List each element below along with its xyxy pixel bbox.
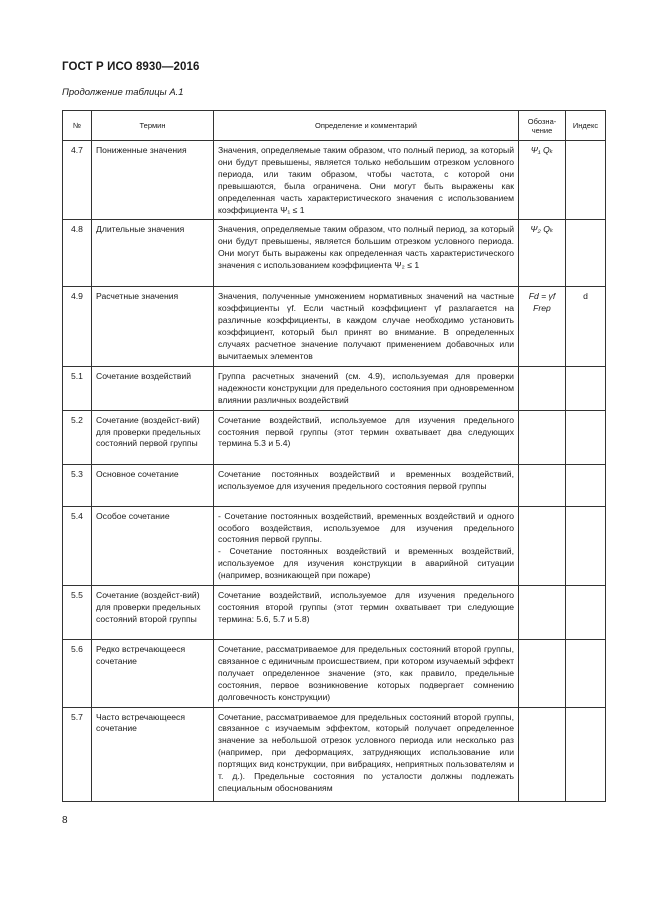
row-symbol: Ψ₂ Qₖ (519, 220, 566, 287)
row-symbol: Ψ₁ Qₖ (519, 141, 566, 220)
row-number: 5.1 (63, 366, 92, 410)
row-number: 5.5 (63, 586, 92, 640)
row-number: 5.7 (63, 707, 92, 801)
row-number: 5.6 (63, 640, 92, 708)
table-body (63, 141, 606, 802)
column-header-index: Индекс (566, 111, 606, 141)
row-term: Редко встречающееся сочетание (92, 640, 214, 708)
row-number: 5.2 (63, 410, 92, 464)
row-symbol (519, 366, 566, 410)
table-row (63, 410, 606, 464)
column-header-symbol: Обозна- чение (519, 111, 566, 141)
row-symbol (519, 506, 566, 585)
table-row (63, 464, 606, 506)
terms-table (62, 110, 606, 802)
row-definition: Группа расчетных значений (см. 4.9), используемая для проверки надежности конструкции для предельного состояния при одновременном влиянии различных воздействий (214, 366, 519, 410)
row-term: Длительные значения (92, 220, 214, 287)
table-row (63, 506, 606, 585)
row-term: Сочетание воздействий (92, 366, 214, 410)
table-row (63, 640, 606, 708)
row-index: d (566, 287, 606, 366)
row-term: Особое сочетание (92, 506, 214, 585)
row-definition: Сочетание воздействий, используемое для изучения предельного состояния второй группы (этот термин охватывает три следующие термина: 5.6, 5.7 и 5.8) (214, 586, 519, 640)
row-symbol (519, 707, 566, 801)
row-number: 5.4 (63, 506, 92, 585)
table-row (63, 707, 606, 801)
row-term: Сочетание (воздейст-вий) для проверки предельных состояний второй группы (92, 586, 214, 640)
table-header-row (63, 111, 606, 141)
row-definition: Сочетание постоянных воздействий и временных воздействий, используемое для изучения предельного состояния первой группы (214, 464, 519, 506)
row-index (566, 464, 606, 506)
row-symbol (519, 586, 566, 640)
row-definition: Значения, определяемые таким образом, что полный период, за который они будут превышены, является большим отрезком условного периода. Они могут быть выражены как определенная часть характеристического значения с использованием коэффициента Ψ₂ ≤ 1 (214, 220, 519, 287)
table-continuation-label: Продолжение таблицы А.1 (62, 87, 184, 98)
row-symbol (519, 464, 566, 506)
row-number: 4.9 (63, 287, 92, 366)
table-row (63, 287, 606, 366)
column-header-term: Термин (92, 111, 214, 141)
row-index (566, 640, 606, 708)
row-definition (214, 506, 519, 585)
row-definition: Сочетание, рассматриваемое для предельных состояний второй группы, связанное с изучаемым эффектом, который получает определенное значение за небольшой отрезок условного периода или несколько раз (например, при деформациях, затрудняющих использование или портящих вид конструкции, при вибрациях, неприятных пользователям и т. д.). Предельные состояния по усталости должны подлежать специальным обоснованиям (214, 707, 519, 801)
row-index (566, 366, 606, 410)
row-number: 4.8 (63, 220, 92, 287)
row-symbol (519, 410, 566, 464)
row-number: 4.7 (63, 141, 92, 220)
row-definition: Значения, полученные умножением нормативных значений на частные коэффициенты γf. Если частный коэффициент γf разлагается на различные коэффициенты, в каждом случае необходимо установить коэффициент, который был принят во внимание. В определенных случаях расчетное значение получают применением добавочных или вычитаемых элементов (214, 287, 519, 366)
table-row (63, 366, 606, 410)
row-symbol (519, 640, 566, 708)
row-term: Основное сочетание (92, 464, 214, 506)
row-term: Расчетные значения (92, 287, 214, 366)
page-number: 8 (62, 815, 68, 826)
column-header-definition: Определение и комментарий (214, 111, 519, 141)
row-index (566, 707, 606, 801)
row-symbol: Fd = γf Frep (519, 287, 566, 366)
row-term: Часто встречающееся сочетание (92, 707, 214, 801)
row-index (566, 410, 606, 464)
table-row (63, 141, 606, 220)
row-index (566, 506, 606, 585)
definition-line: - Сочетание постоянных воздействий, временных воздействий и одного особого воздействия, используемое для изучения предельного состояния первой группы. (218, 510, 514, 545)
definition-line: - Сочетание постоянных воздействий и временных воздействий, используемое для изучения конструкции в аварийной ситуации (например, возникающей при пожаре) (218, 546, 514, 581)
column-header-number: № (63, 111, 92, 141)
page-header: ГОСТ Р ИСО 8930—2016 (62, 61, 200, 73)
row-term: Сочетание (воздейст-вий) для проверки предельных состояний первой группы (92, 410, 214, 464)
row-number: 5.3 (63, 464, 92, 506)
row-term: Пониженные значения (92, 141, 214, 220)
row-index (566, 586, 606, 640)
table-row (63, 586, 606, 640)
row-definition: Сочетание воздействий, используемое для изучения предельного состояния первой группы (этот термин охватывает два следующих термина 5.3 и 5.4) (214, 410, 519, 464)
row-index (566, 220, 606, 287)
row-index (566, 141, 606, 220)
row-definition: Сочетание, рассматриваемое для предельных состояний второй группы, связанное с единичным происшествием, при котором изучаемый эффект получает определенное значение (это, как правило, предельные состояния, первое возникновение которых подвергает сомнению долговечность конструкции) (214, 640, 519, 708)
row-definition: Значения, определяемые таким образом, что полный период, за который они будут превышены, является только небольшим отрезком условного периода, или таким образом, чтобы частота, с которой они превышаются, была ограничена. Они могут быть выражены как определенная часть характеристического значения с использованием коэффициента Ψ₁ ≤ 1 (214, 141, 519, 220)
table-row (63, 220, 606, 287)
